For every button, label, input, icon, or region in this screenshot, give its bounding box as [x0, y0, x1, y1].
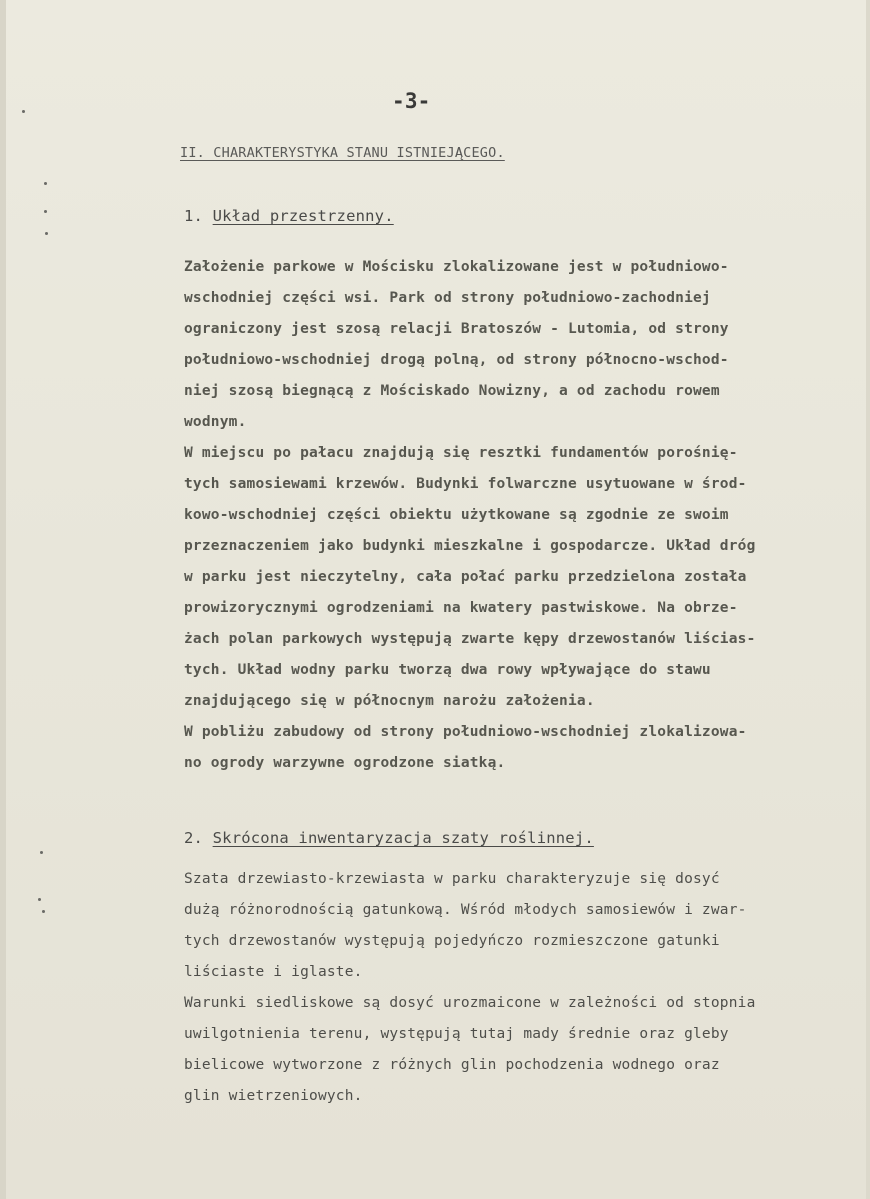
page-number: -3- — [392, 89, 431, 113]
body-line: wodnym. — [184, 414, 247, 430]
subsection-2-number: 2. — [184, 829, 204, 847]
body-line: W pobliżu zabudowy od strony południowo-wschodniej zlokalizowa- — [184, 724, 747, 740]
body-line: Szata drzewiasto-krzewiasta w parku charakteryzuje się dosyć — [184, 871, 720, 887]
body-line: bielicowe wytworzone z różnych glin pochodzenia wodnego oraz — [184, 1057, 720, 1073]
body-line: południowo-wschodniej drogą polną, od strony północno-wschod- — [184, 352, 729, 368]
body-line: tych drzewostanów występują pojedyńczo rozmieszczone gatunki — [184, 933, 720, 949]
body-line: glin wietrzeniowych. — [184, 1088, 363, 1104]
body-line: W miejscu po pałacu znajdują się resztki fundamentów porośnię- — [184, 445, 738, 461]
body-line: tych. Układ wodny parku tworzą dwa rowy wpływające do stawu — [184, 662, 711, 678]
body-line: dużą różnorodnością gatunkową. Wśród młodych samosiewów i zwar- — [184, 902, 747, 918]
body-line: liściaste i iglaste. — [184, 964, 363, 980]
body-line: Założenie parkowe w Mościsku zlokalizowane jest w południowo- — [184, 259, 729, 275]
margin-mark — [38, 898, 41, 901]
subsection-1-number: 1. — [184, 207, 204, 225]
body-line: znajdującego się w północnym narożu założenia. — [184, 693, 595, 709]
subsection-1-title: Układ przestrzenny. — [212, 207, 394, 225]
body-line: niej szosą biegnącą z Mościskado Nowizny, a od zachodu rowem — [184, 383, 720, 399]
body-line: tych samosiewami krzewów. Budynki folwarczne usytuowane w środ- — [184, 476, 747, 492]
margin-mark — [45, 232, 48, 235]
body-line: ograniczony jest szosą relacji Bratoszów - Lutomia, od strony — [184, 321, 729, 337]
margin-mark — [40, 851, 43, 854]
body-line: kowo-wschodniej części obiektu użytkowane są zgodnie ze swoim — [184, 507, 729, 523]
margin-mark — [44, 210, 47, 213]
section-title: II. CHARAKTERYSTYKA STANU ISTNIEJĄCEGO. — [180, 145, 505, 161]
body-line: uwilgotnienia terenu, występują tutaj mady średnie oraz gleby — [184, 1026, 729, 1042]
body-line: Warunki siedliskowe są dosyć urozmaicone w zależności od stopnia — [184, 995, 756, 1011]
subsection-2-title: Skrócona inwentaryzacja szaty roślinnej. — [212, 829, 594, 847]
body-line: prowizorycznymi ogrodzeniami na kwatery pastwiskowe. Na obrze- — [184, 600, 738, 616]
body-line: w parku jest nieczytelny, cała połać parku przedzielona została — [184, 569, 747, 585]
body-line: wschodniej części wsi. Park od strony południowo-zachodniej — [184, 290, 711, 306]
body-line: żach polan parkowych występują zwarte kępy drzewostanów liścias- — [184, 631, 756, 647]
margin-mark — [44, 182, 47, 185]
body-line: no ogrody warzywne ogrodzone siatką. — [184, 755, 506, 771]
margin-mark — [22, 110, 25, 113]
subsection-1-heading — [184, 207, 394, 225]
margin-mark — [42, 910, 45, 913]
subsection-2-heading — [184, 829, 594, 847]
body-line: przeznaczeniem jako budynki mieszkalne i gospodarcze. Układ dróg — [184, 538, 756, 554]
